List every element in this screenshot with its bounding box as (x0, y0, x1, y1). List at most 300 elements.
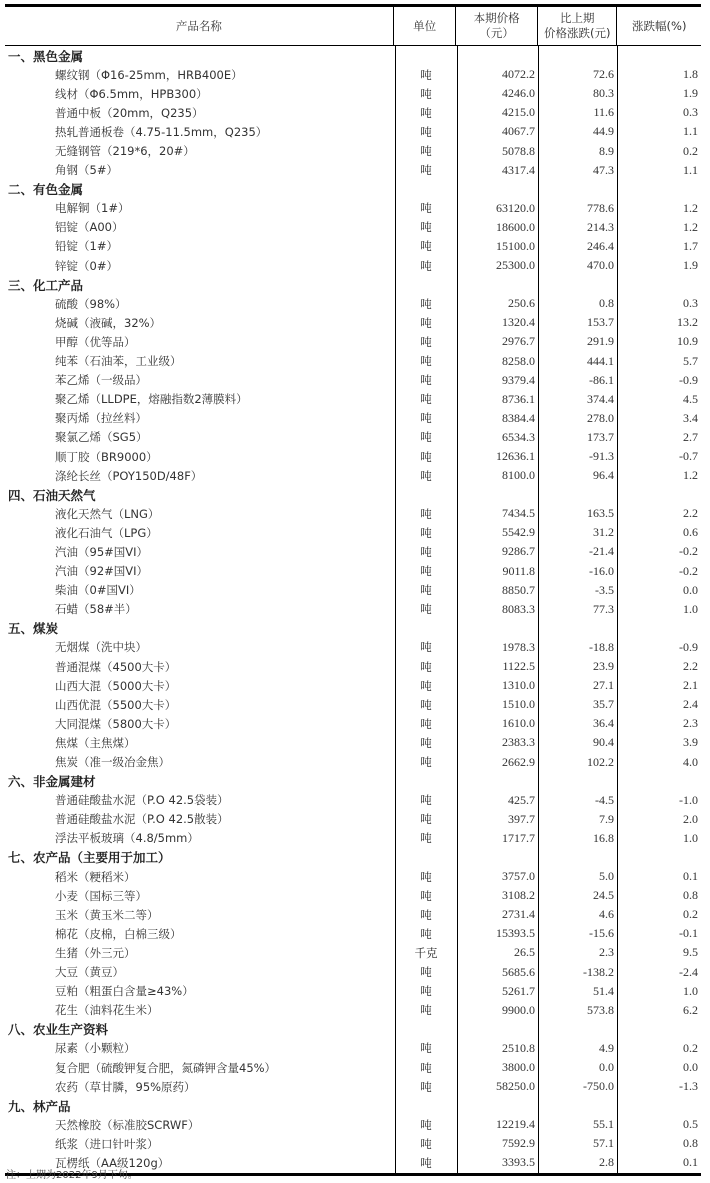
price-change: 278.0 (587, 410, 614, 425)
price-change: 90.4 (593, 735, 614, 750)
price-change: 77.3 (593, 601, 614, 616)
current-price: 1717.7 (502, 830, 535, 845)
price-change: -16.0 (589, 563, 614, 578)
price-change: 27.1 (593, 678, 614, 693)
change-pct: 1.8 (683, 67, 698, 82)
table-row (5, 733, 701, 752)
price-change: 153.7 (587, 315, 614, 330)
unit: 吨 (420, 67, 432, 82)
unit: 吨 (420, 86, 432, 101)
product-name: 聚氯乙烯（SG5） (55, 430, 148, 445)
current-price: 4072.2 (502, 67, 535, 82)
price-change: 0.8 (599, 296, 614, 311)
table-row (5, 103, 701, 122)
unit: 吨 (420, 1117, 432, 1132)
change-pct: 2.0 (683, 811, 698, 826)
table-row (5, 1039, 701, 1058)
current-price: 7434.5 (502, 506, 535, 521)
price-change: 2.8 (599, 1155, 614, 1170)
price-change: -18.8 (589, 639, 614, 654)
header-price-change (537, 7, 617, 45)
current-price: 26.5 (514, 945, 535, 960)
change-pct: 1.2 (683, 468, 698, 483)
table-row (5, 218, 701, 237)
product-name: 液化石油气（LPG） (55, 525, 158, 540)
product-name: 焦炭（准一级冶金焦） (55, 755, 170, 770)
change-pct: -0.7 (679, 449, 698, 464)
current-price: 8384.4 (502, 410, 535, 425)
current-price: 8258.0 (502, 353, 535, 368)
change-pct: 6.2 (683, 1002, 698, 1017)
current-price: 3108.2 (502, 888, 535, 903)
unit: 吨 (420, 831, 432, 846)
change-pct: 1.1 (683, 162, 698, 177)
section-title: 四、石油天然气 (8, 487, 96, 503)
current-price: 18600.0 (496, 219, 535, 234)
price-change: -3.5 (595, 582, 614, 597)
current-price: 9011.8 (502, 563, 535, 578)
table-row (5, 581, 701, 600)
product-name: 小麦（国标三等） (55, 888, 147, 903)
current-price: 1510.0 (502, 697, 535, 712)
unit: 吨 (420, 678, 432, 693)
current-price: 3393.5 (502, 1155, 535, 1170)
section-row (5, 848, 701, 867)
table-row (5, 294, 701, 313)
unit: 吨 (420, 602, 432, 617)
unit: 吨 (420, 354, 432, 369)
unit: 吨 (420, 506, 432, 521)
footnote: 注：上期为2022年9月下旬。 (6, 1170, 138, 1181)
current-price: 5078.8 (502, 143, 535, 158)
table-row (5, 791, 701, 810)
change-pct: -1.0 (679, 792, 698, 807)
current-price: 63120.0 (496, 200, 535, 215)
unit: 吨 (420, 793, 432, 808)
unit: 吨 (420, 544, 432, 559)
current-price: 1610.0 (502, 716, 535, 731)
table-row (5, 676, 701, 695)
current-price: 4246.0 (502, 86, 535, 101)
current-price: 5542.9 (502, 525, 535, 540)
change-pct: 1.9 (683, 258, 698, 273)
table-row (5, 1115, 701, 1134)
change-pct: 0.6 (683, 525, 698, 540)
table-row (5, 141, 701, 160)
unit: 吨 (420, 315, 432, 330)
product-name: 铝锭（A00） (55, 220, 124, 235)
price-change: 72.6 (593, 67, 614, 82)
unit: 吨 (420, 735, 432, 750)
table-row (5, 1134, 701, 1153)
unit: 吨 (420, 239, 432, 254)
product-name: 焦煤（主焦煤） (55, 735, 136, 750)
current-price: 1310.0 (502, 678, 535, 693)
product-name: 汽油（92#国VI） (55, 564, 149, 579)
current-price: 8100.0 (502, 468, 535, 483)
current-price: 9379.4 (502, 372, 535, 387)
section-title: 九、林产品 (8, 1098, 71, 1114)
price-change: 24.5 (593, 888, 614, 903)
unit: 吨 (420, 163, 432, 178)
change-pct: 0.8 (683, 888, 698, 903)
product-name: 柴油（0#国VI） (55, 583, 141, 598)
change-pct: 0.3 (683, 296, 698, 311)
change-pct: 1.0 (683, 601, 698, 616)
unit: 吨 (420, 1155, 432, 1170)
unit: 吨 (420, 201, 432, 216)
product-name: 复合肥（硫酸钾复合肥，氮磷钾含量45%） (55, 1060, 277, 1075)
table-row (5, 313, 701, 332)
table-row (5, 1058, 701, 1077)
table-row (5, 256, 701, 275)
product-name: 普通中板（20mm，Q235） (55, 105, 204, 120)
current-price: 2976.7 (502, 334, 535, 349)
price-change: -138.2 (583, 964, 614, 979)
table-row (5, 122, 701, 141)
change-pct: 2.7 (683, 429, 698, 444)
current-price: 3800.0 (502, 1060, 535, 1075)
table-row (5, 199, 701, 218)
price-change: 5.0 (599, 869, 614, 884)
change-pct: 4.0 (683, 754, 698, 769)
unit: 吨 (420, 907, 432, 922)
table-row (5, 752, 701, 771)
price-change: 444.1 (587, 353, 614, 368)
change-pct: 0.0 (683, 582, 698, 597)
table-row (5, 886, 701, 905)
header-change-line1: 比上期 (559, 11, 595, 25)
unit: 吨 (420, 105, 432, 120)
price-change: 7.9 (599, 811, 614, 826)
product-name: 汽油（95#国VI） (55, 544, 149, 559)
change-pct: 3.4 (683, 410, 698, 425)
product-name: 瓦楞纸（AA级120g） (55, 1155, 170, 1170)
change-pct: 2.1 (683, 678, 698, 693)
product-name: 大豆（黄豆） (55, 965, 124, 980)
unit: 吨 (420, 296, 432, 311)
product-name: 山西优混（5500大卡） (55, 697, 177, 712)
change-pct: -1.3 (679, 1079, 698, 1094)
section-title: 一、黑色金属 (8, 48, 84, 64)
table-row (5, 867, 701, 886)
price-change: 291.9 (587, 334, 614, 349)
table-row (5, 714, 701, 733)
price-change: 0.0 (599, 1060, 614, 1075)
section-row (5, 772, 701, 791)
price-change: -750.0 (583, 1079, 614, 1094)
price-change: 778.6 (587, 200, 614, 215)
header-price-line1: 本期价格 (473, 11, 520, 25)
current-price: 15100.0 (496, 238, 535, 253)
change-pct: -0.9 (679, 372, 698, 387)
table-row (5, 65, 701, 84)
product-name: 线材（Φ6.5mm，HPB300） (55, 86, 208, 101)
change-pct: 0.8 (683, 1136, 698, 1151)
table-row (5, 390, 701, 409)
table-row (5, 352, 701, 371)
table-row (5, 371, 701, 390)
change-pct: -2.4 (679, 964, 698, 979)
price-change: -15.6 (589, 926, 614, 941)
change-pct: -0.1 (679, 926, 698, 941)
table-row (5, 523, 701, 542)
section-row (5, 46, 701, 65)
current-price: 4067.7 (502, 124, 535, 139)
price-change: -86.1 (589, 372, 614, 387)
product-name: 花生（油料花生米） (55, 1003, 159, 1018)
change-pct: 5.7 (683, 353, 698, 368)
product-name: 尿素（小颗粒） (55, 1041, 136, 1056)
section-row (5, 275, 701, 294)
current-price: 1122.5 (502, 659, 535, 674)
section-row (5, 485, 701, 504)
unit: 吨 (420, 659, 432, 674)
current-price: 425.7 (508, 792, 535, 807)
table-row (5, 1077, 701, 1096)
product-name: 苯乙烯（一级品） (55, 373, 147, 388)
header-change-line2: 价格涨跌(元) (543, 26, 611, 40)
current-price: 9900.0 (502, 1002, 535, 1017)
change-pct: 0.1 (683, 869, 698, 884)
product-name: 角钢（5#） (55, 163, 118, 178)
unit: 吨 (420, 144, 432, 159)
table-row (5, 161, 701, 180)
price-change: 57.1 (593, 1136, 614, 1151)
unit: 吨 (420, 1060, 432, 1075)
section-row (5, 1096, 701, 1115)
change-pct: 1.9 (683, 86, 698, 101)
change-pct: 2.4 (683, 697, 698, 712)
table-row (5, 447, 701, 466)
product-name: 浮法平板玻璃（4.8/5mm） (55, 831, 199, 846)
price-change: -4.5 (595, 792, 614, 807)
table-row (5, 695, 701, 714)
product-name: 豆粕（粗蛋白含量≥43%） (55, 984, 194, 999)
unit: 吨 (420, 1079, 432, 1094)
change-pct: 1.0 (683, 830, 698, 845)
table-header (5, 7, 701, 46)
section-row (5, 619, 701, 638)
unit: 吨 (420, 124, 432, 139)
price-change: 102.2 (587, 754, 614, 769)
product-name: 生猪（外三元） (55, 945, 136, 960)
unit: 吨 (420, 1041, 432, 1056)
table-row (5, 657, 701, 676)
current-price: 3757.0 (502, 869, 535, 884)
change-pct: 0.3 (683, 105, 698, 120)
section-title: 五、煤炭 (8, 621, 59, 637)
product-name: 农药（草甘膦，95%原药） (55, 1079, 196, 1094)
unit: 吨 (420, 1003, 432, 1018)
current-price: 5261.7 (502, 983, 535, 998)
current-price: 250.6 (508, 296, 535, 311)
price-change: 23.9 (593, 659, 614, 674)
table-row (5, 943, 701, 962)
change-pct: 10.9 (677, 334, 698, 349)
product-name: 无烟煤（洗中块） (55, 640, 147, 655)
change-pct: 2.3 (683, 716, 698, 731)
current-price: 4317.4 (502, 162, 535, 177)
unit: 吨 (420, 984, 432, 999)
price-change: 35.7 (593, 697, 614, 712)
product-name: 硫酸（98%） (55, 296, 127, 311)
unit: 吨 (420, 755, 432, 770)
price-change: 16.8 (593, 830, 614, 845)
change-pct: -0.2 (679, 544, 698, 559)
header-price-line2: （元） (479, 26, 514, 40)
price-change: 44.9 (593, 124, 614, 139)
current-price: 25300.0 (496, 258, 535, 273)
table-row (5, 84, 701, 103)
table-row (5, 466, 701, 485)
header-change-pct: 涨跌幅(%) (616, 7, 701, 45)
section-row (5, 180, 701, 199)
price-change: 51.4 (593, 983, 614, 998)
product-name: 无缝钢管（219*6，20#） (55, 144, 195, 159)
current-price: 1978.3 (502, 639, 535, 654)
current-price: 5685.6 (502, 964, 535, 979)
unit: 吨 (420, 220, 432, 235)
change-pct: 1.1 (683, 124, 698, 139)
table-row (5, 237, 701, 256)
product-name: 纯苯（石油苯，工业级） (55, 354, 182, 369)
price-change: -91.3 (589, 449, 614, 464)
product-name: 普通硅酸盐水泥（P.O 42.5散装） (55, 812, 229, 827)
change-pct: 0.5 (683, 1117, 698, 1132)
price-change: 55.1 (593, 1117, 614, 1132)
section-title: 八、农业生产资料 (8, 1022, 109, 1038)
product-name: 玉米（黄玉米二等） (55, 907, 159, 922)
product-name: 天然橡胶（标准胶SCRWF） (55, 1117, 200, 1132)
product-name: 聚丙烯（拉丝料） (55, 411, 147, 426)
change-pct: 1.2 (683, 200, 698, 215)
unit: 吨 (420, 392, 432, 407)
unit: 千克 (414, 945, 438, 960)
product-name: 甲醇（优等品） (55, 334, 136, 349)
price-change: 8.9 (599, 143, 614, 158)
current-price: 6534.3 (502, 429, 535, 444)
table-row (5, 409, 701, 428)
unit: 吨 (420, 258, 432, 273)
unit: 吨 (420, 525, 432, 540)
table-row (5, 924, 701, 943)
table-row (5, 504, 701, 523)
change-pct: 1.2 (683, 219, 698, 234)
price-table (5, 4, 701, 1176)
unit: 吨 (420, 1136, 432, 1151)
change-pct: 0.0 (683, 1060, 698, 1075)
table-body (5, 46, 701, 1173)
price-change: 214.3 (587, 219, 614, 234)
table-row (5, 638, 701, 657)
current-price: 2383.3 (502, 735, 535, 750)
header-product-name: 产品名称 (175, 18, 222, 33)
product-name: 锌锭（0#） (55, 258, 118, 273)
unit: 吨 (420, 449, 432, 464)
change-pct: 2.2 (683, 659, 698, 674)
product-name: 涤纶长丝（POY150D/48F） (55, 468, 203, 483)
product-name: 棉花（皮棉，白棉三级） (55, 926, 182, 941)
product-name: 热轧普通板卷（4.75-11.5mm，Q235） (55, 124, 268, 139)
unit: 吨 (420, 430, 432, 445)
change-pct: 13.2 (677, 315, 698, 330)
current-price: 8850.7 (502, 582, 535, 597)
unit: 吨 (420, 583, 432, 598)
product-name: 液化天然气（LNG） (55, 506, 160, 521)
current-price: 12636.1 (496, 449, 535, 464)
price-change: 470.0 (587, 258, 614, 273)
current-price: 7592.9 (502, 1136, 535, 1151)
table-row (5, 600, 701, 619)
change-pct: 0.1 (683, 1155, 698, 1170)
unit: 吨 (420, 965, 432, 980)
change-pct: 4.5 (683, 391, 698, 406)
table-row (5, 1001, 701, 1020)
section-row (5, 1020, 701, 1039)
current-price: 8083.3 (502, 601, 535, 616)
product-name: 石蜡（58#半） (55, 602, 137, 617)
product-name: 大同混煤（5800大卡） (55, 716, 177, 731)
current-price: 9286.7 (502, 544, 535, 559)
price-change: 96.4 (593, 468, 614, 483)
table-row (5, 428, 701, 447)
table-row (5, 810, 701, 829)
table-row (5, 332, 701, 351)
section-title: 二、有色金属 (8, 182, 84, 198)
price-change: 173.7 (587, 429, 614, 444)
table-row (5, 905, 701, 924)
price-change: 31.2 (593, 525, 614, 540)
product-name: 聚乙烯（LLDPE，熔融指数2薄膜料） (55, 392, 248, 407)
unit: 吨 (420, 468, 432, 483)
table-row (5, 542, 701, 561)
current-price: 1320.4 (502, 315, 535, 330)
price-change: 246.4 (587, 238, 614, 253)
product-name: 烧碱（液碱，32%） (55, 315, 162, 330)
price-change: 374.4 (587, 391, 614, 406)
unit: 吨 (420, 373, 432, 388)
unit: 吨 (420, 869, 432, 884)
product-name: 普通硅酸盐水泥（P.O 42.5袋装） (55, 793, 229, 808)
table-row (5, 982, 701, 1001)
product-name: 螺纹钢（Φ16-25mm，HRB400E） (55, 67, 243, 82)
price-change: 4.6 (599, 907, 614, 922)
change-pct: 0.2 (683, 143, 698, 158)
current-price: 58250.0 (496, 1079, 535, 1094)
current-price: 12219.4 (496, 1117, 535, 1132)
price-change: 11.6 (593, 105, 614, 120)
price-change: -21.4 (589, 544, 614, 559)
change-pct: 2.2 (683, 506, 698, 521)
unit: 吨 (420, 716, 432, 731)
price-change: 163.5 (587, 506, 614, 521)
unit: 吨 (420, 888, 432, 903)
current-price: 15393.5 (496, 926, 535, 941)
change-pct: -0.2 (679, 563, 698, 578)
current-price: 397.7 (508, 811, 535, 826)
product-name: 普通混煤（4500大卡） (55, 659, 177, 674)
change-pct: 0.2 (683, 907, 698, 922)
current-price: 2510.8 (502, 1040, 535, 1055)
product-name: 电解铜（1#） (55, 201, 130, 216)
product-name: 山西大混（5000大卡） (55, 678, 177, 693)
price-change: 573.8 (587, 1002, 614, 1017)
unit: 吨 (420, 697, 432, 712)
unit: 吨 (420, 334, 432, 349)
table-row (5, 562, 701, 581)
product-name: 铅锭（1#） (55, 239, 118, 254)
